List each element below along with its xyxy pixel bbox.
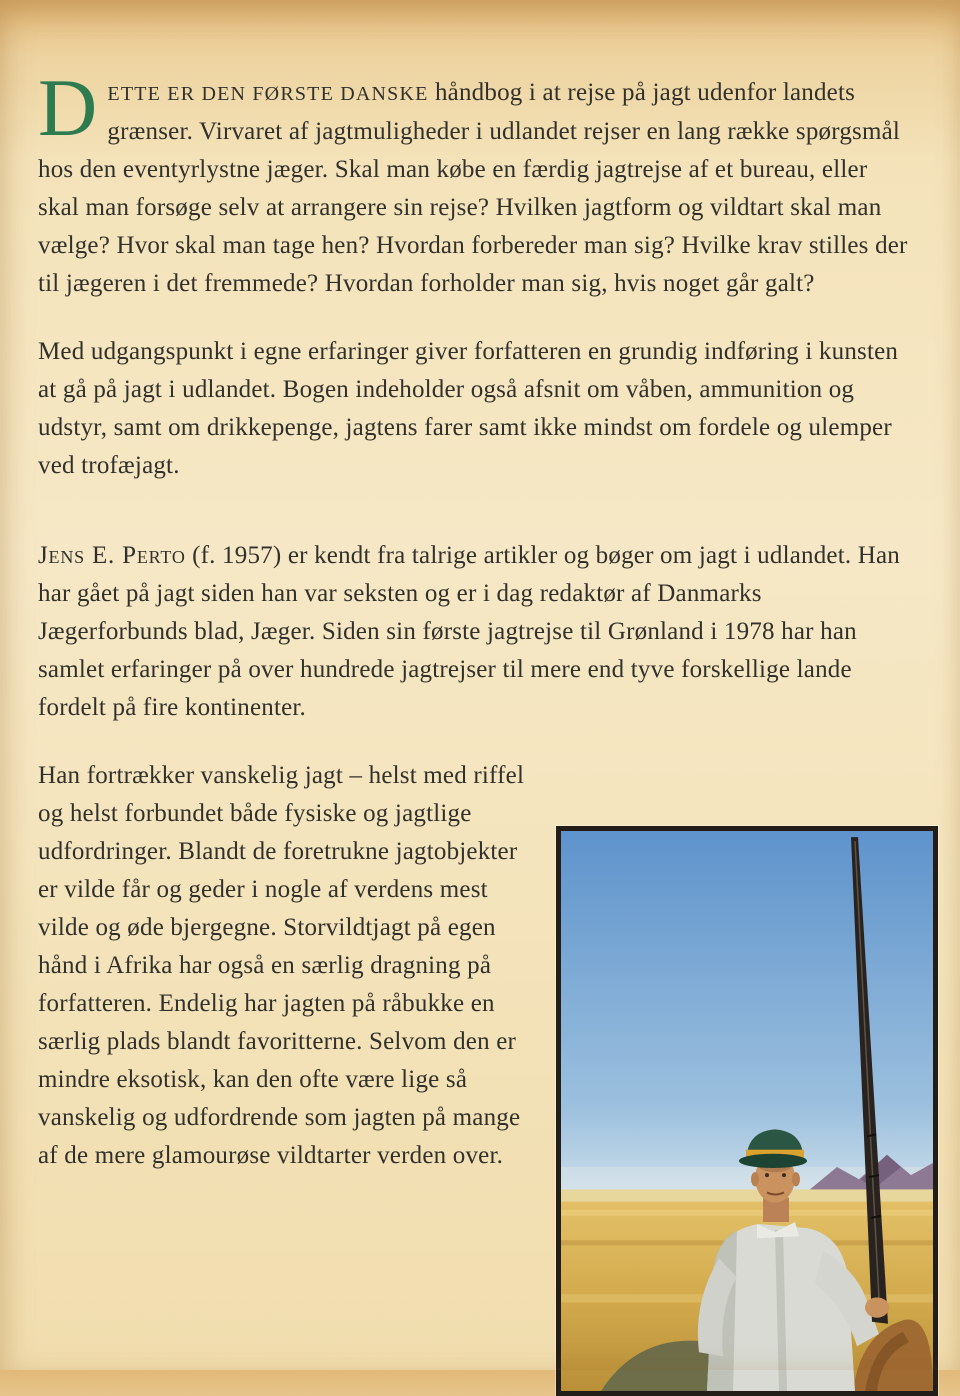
intro-paragraph-text: håndbog i at rejse på jagt udenfor landets grænser. Virvaret af jagtmuligheder i udlandet rejser en lang række spørgsmål hos den eventyrlystne jæger. Skal man købe en færdig jagtrejse af et bureau, eller skal man forsøge selv at arrangere sin rejse? Hvilken jagtform og vildtart skal man vælge? Hvor skal man tage hen? Hvordan forbereder man sig? Hvilke krav stilles der til jægeren i det fremmede? Hvordan forholder man sig, hvis noget går galt? (38, 79, 908, 297)
hunter-ear (751, 1172, 759, 1186)
hunter-eye (765, 1173, 769, 1177)
hunter-ear (792, 1172, 800, 1186)
sky (561, 831, 933, 1200)
author-photo-illustration (561, 831, 933, 1391)
author-photo (556, 826, 938, 1396)
author-name: Jens E. Perto (38, 542, 186, 569)
hunter-hand (865, 1297, 889, 1317)
author-paragraph-text: (f. 1957) er kendt fra talrige artikler og bøger om jagt i udlandet. Han har gået på jagt siden han var seksten og er i dag redaktør af Danmarks Jægerforbunds blad, Jæger. Siden sin første jagtrejse til Grønland i 1978 har han samlet erfaringer på over hundrede jagtrejser til mere end tyve forskellige lande fordelt på fire kontinenter. (38, 542, 901, 721)
lead-in-small-caps: ETTE ER DEN FØRSTE DANSKE (107, 83, 429, 105)
summary-paragraph: Med udgangspunkt i egne erfaringer giver forfatteren en grundig indføring i kunsten at gå på jagt i udlandet. Bogen indeholder også afsnit om våben, ammunition og udstyr, samt om drikkepenge, jagtens farer samt ikke mindst om fordele og ulemper ved trofæjagt. (38, 338, 899, 479)
author-paragraph (38, 537, 910, 727)
intro-paragraph (38, 62, 910, 303)
preferences-paragraph: Han fortrækker vanskelig jagt – helst med riffel og helst forbundet både fysiske og jagtlige udfordringer. Blandt de foretrukne jagtobjekter er vilde får og geder i nogle af verdens mest vilde og øde bjergegne. Storvildtjagt på egen hånd i Afrika har også en særlig dragning på forfatteren. Endelig har jagten på råbukke en særlig plads blandt favoritterne. Selvom den er mindre eksotisk, kan den ofte være lige så vanskelig og udfordrende som jagten på mange af de mere glamourøse vildtarter verden over. (38, 762, 525, 1169)
hunter-eye (782, 1173, 786, 1177)
cap-brim (739, 1154, 807, 1168)
drop-cap-letter: D (38, 62, 98, 153)
